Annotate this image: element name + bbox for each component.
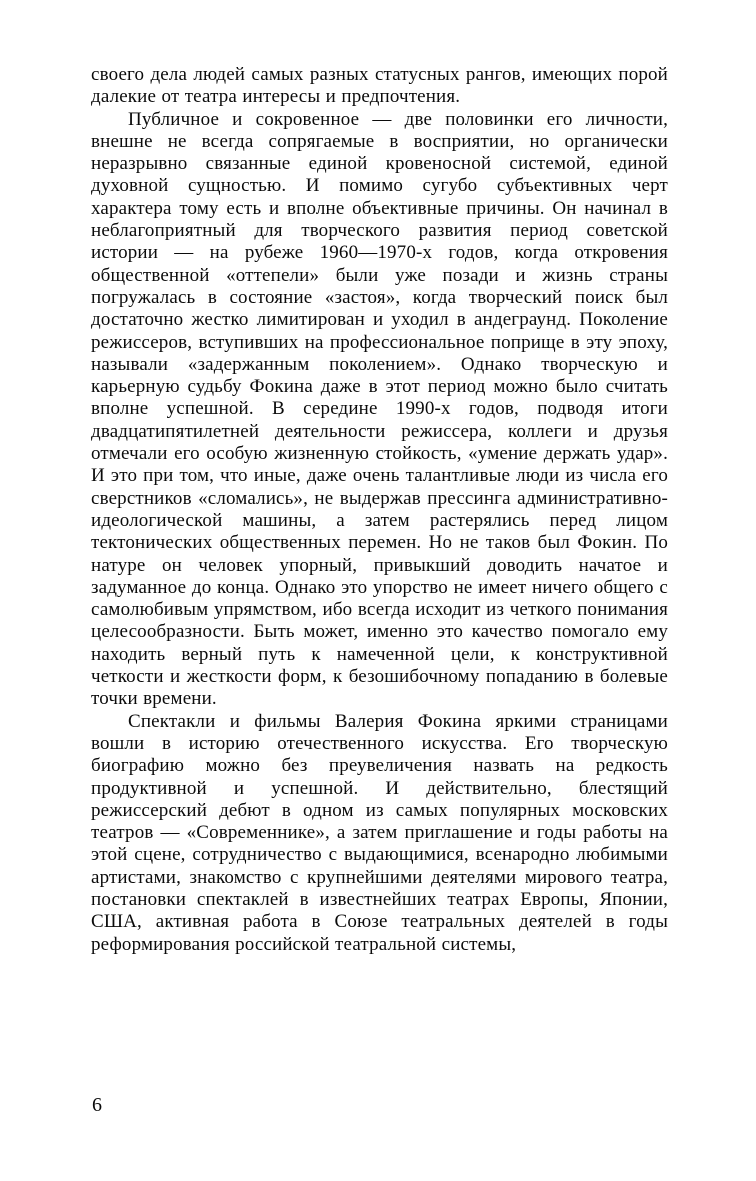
paragraph-continuation: своего дела людей самых разных статусных рангов, имеющих порой далекие от театра интересы и предпочтения. [91, 64, 668, 108]
paragraph: Спектакли и фильмы Валерия Фокина яркими страницами вошли в историю отечественного искусства. Его творческую биографию можно без преувеличения назвать на редкость продуктивной и успешной. И действительно, блестящий режиссерский дебют в одном из самых популярных московских театров — «Современнике», а затем приглашение и годы работы на этой сцене, сотрудничество с выдающимися, всенародно любимыми артистами, знакомство с крупнейшими деятелями мирового театра, постановки спектаклей в известнейших театрах Европы, Японии, США, активная работа в Союзе театральных деятелей в годы реформирования российской театральной системы, [91, 710, 668, 955]
page-number: 6 [92, 1094, 102, 1116]
paragraph: Публичное и сокровенное — две половинки его личности, внешне не всегда сопрягаемые в восприятии, но органически неразрывно связанные единой кровеносной системой, единой духовной сущностью. И помимо сугубо субъективных черт характера тому есть и вполне объективные причины. Он начинал в неблагоприятный для творческого развития период советской истории — на рубеже 1960—1970-х годов, когда откровения общественной «оттепели» были уже позади и жизнь страны погружалась в состояние «застоя», когда творческий поиск был достаточно жестко лимитирован и уходил в андеграунд. Поколение режиссеров, вступивших на профессиональное поприще в эту эпоху, называли «задержанным поколением». Однако творческую и карьерную судьбу Фокина даже в этот период можно было считать вполне успешной. В середине 1990-х годов, подводя итоги двадцатипятилетней деятельности режиссера, коллеги и друзья отмечали его особую жизненную стойкость, «умение держать удар». И это при том, что иные, даже очень талантливые люди из числа его сверстников «сломались», не выдержав прессинга административно-идеологической машины, а затем растерялись перед лицом тектонических общественных перемен. Но не таков был Фокин. По натуре он человек упорный, привыкший доводить начатое и задуманное до конца. Однако это упорство не имеет ничего общего с самолюбивым упрямством, ибо всегда исходит из четкого понимания целесообразности. Быть может, именно это качество помогало ему находить верный путь к намеченной цели, к конструктивной четкости и жесткости форм, к безошибочному попаданию в болевые точки времени. [91, 108, 668, 710]
body-text [91, 64, 668, 956]
